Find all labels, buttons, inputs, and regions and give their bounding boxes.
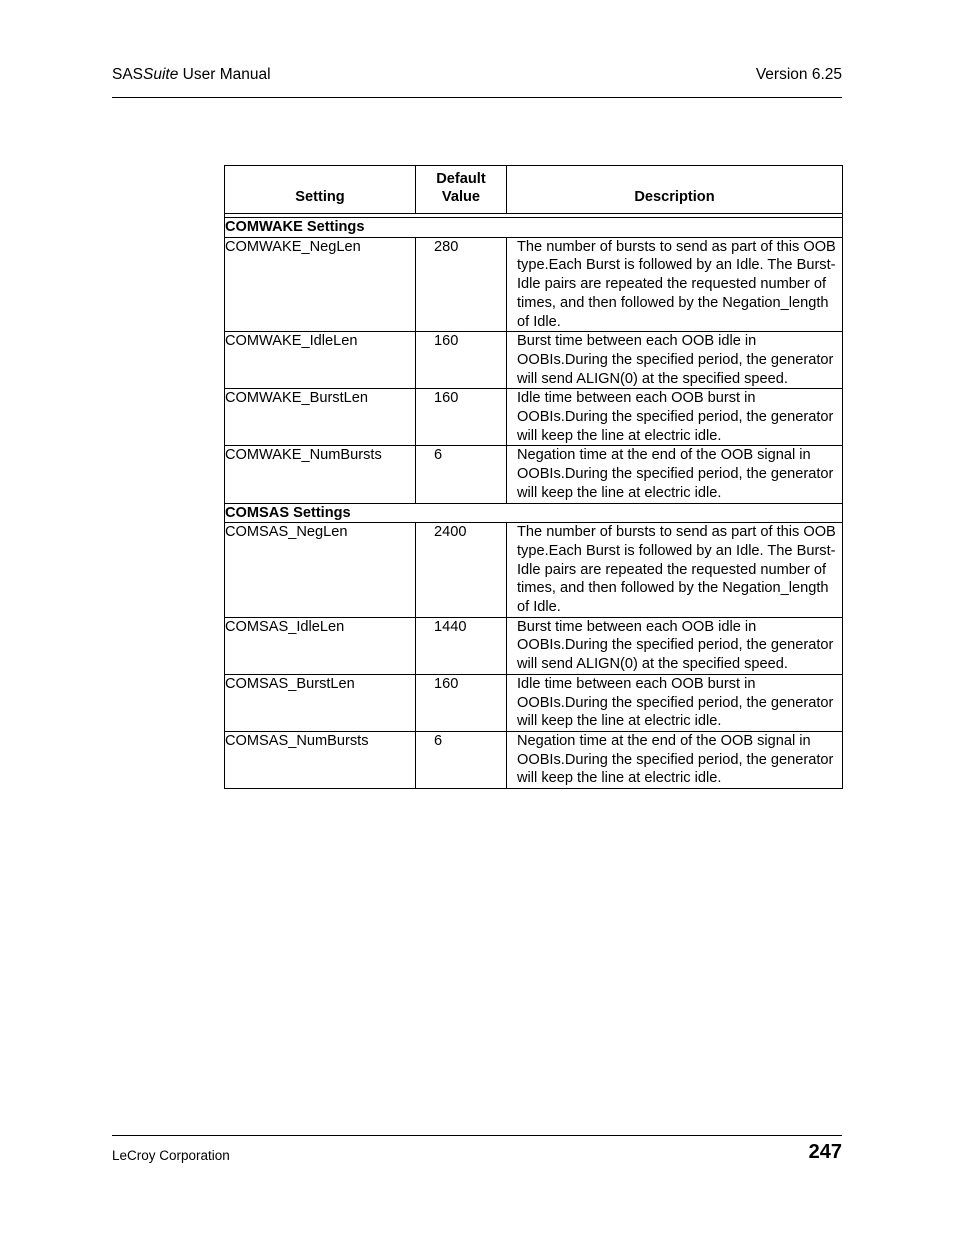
description-cell: Idle time between each OOB burst in OOBIs.During the specified period, the generator will keep the line at electric idle. [507,389,843,446]
column-header-setting: Setting [225,166,416,214]
table-row [225,389,843,446]
description-cell: The number of bursts to send as part of this OOB type.Each Burst is followed by an Idle. The Burst-Idle pairs are repeated the requested number of times, and then followed by the Negation_length of Idle. [507,237,843,332]
description-cell: Burst time between each OOB idle in OOBIs.During the specified period, the generator will send ALIGN(0) at the specified speed. [507,617,843,674]
setting-cell: COMWAKE_IdleLen [225,332,416,389]
settings-table [224,165,843,789]
section-row [225,503,843,523]
default-value-cell: 280 [416,237,507,332]
setting-cell: COMSAS_NumBursts [225,731,416,788]
table-row [225,674,843,731]
section-title: COMSAS Settings [225,503,843,523]
version-label: Version 6.25 [755,66,842,83]
description-cell: The number of bursts to send as part of this OOB type.Each Burst is followed by an Idle. The Burst-Idle pairs are repeated the requested number of times, and then followed by the Negation_length of Idle. [507,523,843,618]
default-value-cell: 6 [416,446,507,503]
manual-title-italic: Suite [143,66,179,83]
setting-cell: COMWAKE_NumBursts [225,446,416,503]
footer-rule [112,1135,842,1136]
page-number: 247 [808,1141,842,1163]
default-value-cell: 1440 [416,617,507,674]
description-cell: Idle time between each OOB burst in OOBIs.During the specified period, the generator will keep the line at electric idle. [507,674,843,731]
manual-title: SASSuite User Manual [112,66,271,83]
section-row [225,218,843,238]
table-row [225,237,843,332]
table-row [225,731,843,788]
default-value-cell: 160 [416,332,507,389]
default-value-cell: 160 [416,389,507,446]
default-value-cell: 6 [416,731,507,788]
table-body [225,214,843,789]
setting-cell: COMWAKE_BurstLen [225,389,416,446]
page-header [112,66,842,86]
table-row [225,617,843,674]
default-value-cell: 2400 [416,523,507,618]
setting-cell: COMSAS_IdleLen [225,617,416,674]
column-header-description: Description [507,166,843,214]
description-cell: Negation time at the end of the OOB signal in OOBIs.During the specified period, the generator will keep the line at electric idle. [507,731,843,788]
default-value-cell: 160 [416,674,507,731]
company-name: LeCroy Corporation [112,1148,230,1163]
description-cell: Negation time at the end of the OOB signal in OOBIs.During the specified period, the generator will keep the line at electric idle. [507,446,843,503]
column-header-default-value: Default Value [416,166,507,214]
table-row [225,523,843,618]
section-title: COMWAKE Settings [225,218,843,238]
setting-cell: COMWAKE_NegLen [225,237,416,332]
table-row [225,446,843,503]
header-rule [112,97,842,98]
table-row [225,332,843,389]
description-cell: Burst time between each OOB idle in OOBIs.During the specified period, the generator will send ALIGN(0) at the specified speed. [507,332,843,389]
setting-cell: COMSAS_BurstLen [225,674,416,731]
setting-cell: COMSAS_NegLen [225,523,416,618]
table-header-row [225,166,843,214]
